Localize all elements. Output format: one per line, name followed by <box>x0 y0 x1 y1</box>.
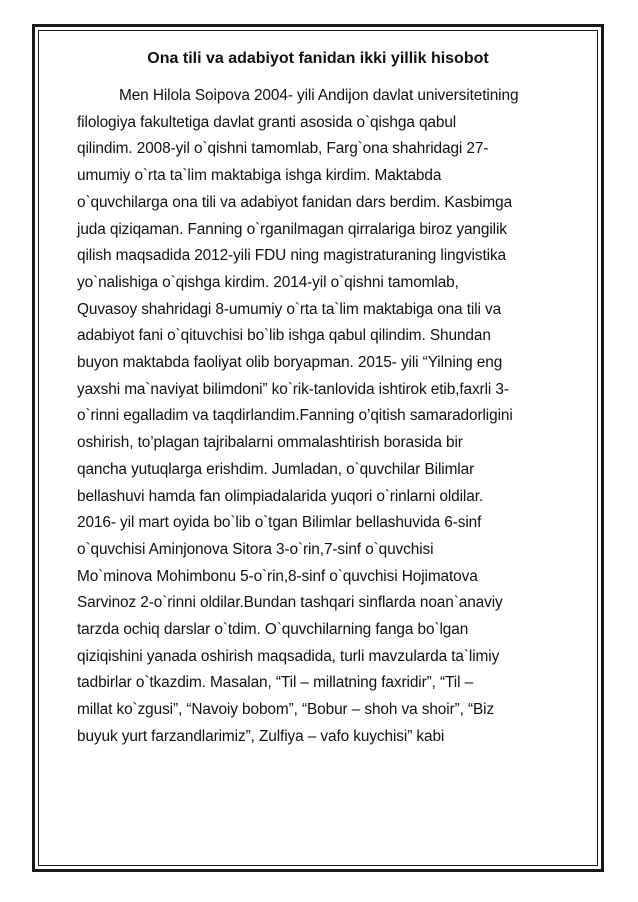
paragraph-line: buyon maktabda faoliyat olib boryapman. 2015- yili “Yilning eng <box>77 354 503 372</box>
paragraph-line: juda qiziqaman. Fanning o`rganilmagan qirralariga biroz yangilik <box>77 220 507 238</box>
paragraph-line: Sarvinoz 2-o`rinni oldilar.Bundan tashqari sinflarda noan`anaviy <box>77 594 503 612</box>
paragraph-line: bellashuvi hamda fan olimpiadalarida yuqori o`rinlarni oldilar. <box>77 487 484 505</box>
page-border-frame <box>32 24 604 872</box>
paragraph-line: oshirish, to’plagan tajribalarni ommalashtirish borasida bir <box>77 434 463 452</box>
paragraph-line: umumiy o`rta ta`lim maktabiga ishga kirdim. Maktabda <box>77 167 442 185</box>
paragraph-line: o`rinni egalladim va taqdirlandim.Fanning o’qitish samaradorligini <box>77 407 513 425</box>
paragraph-line: qilindim. 2008-yil o`qishni tamomlab, Farg`ona shahridagi 27- <box>77 140 489 158</box>
paragraph-line: yaxshi ma`naviyat bilimdoni” ko`rik-tanlovida ishtirok etib,faxrli 3- <box>77 380 509 398</box>
paragraph-line: qancha yutuqlarga erishdim. Jumladan, o`quvchilar Bilimlar <box>77 460 475 478</box>
paragraph-line: o`quvchilarga ona tili va adabiyot fanidan dars berdim. Kasbimga <box>77 193 513 211</box>
paragraph-line: Mo`minova Mohimbonu 5-o`rin,8-sinf o`quvchisi Hojimatova <box>77 567 478 585</box>
paragraph-line: tadbirlar o`tkazdim. Masalan, “Til – millatning faxridir”, “Til – <box>77 674 474 692</box>
paragraph-line: o`quvchisi Aminjonova Sitora 3-o`rin,7-sinf o`quvchisi <box>77 540 434 558</box>
body-paragraph <box>77 83 577 751</box>
paragraph-line: Quvasoy shahridagi 8-umumiy o`rta ta`lim maktabiga ona tili va <box>77 300 502 318</box>
paragraph-line: filologiya fakultetiga davlat granti asosida o`qishga qabul <box>77 113 457 131</box>
paragraph-line: tarzda ochiq darslar o`tdim. O`quvchilarning fanga bo`lgan <box>77 621 469 639</box>
paragraph-line: Men Hilola Soipova 2004- yili Andijon davlat universitetining <box>119 87 519 104</box>
document-title: Ona tili va adabiyot fanidan ikki yillik hisobot <box>147 50 489 67</box>
paragraph-line: yo`nalishiga o`qishga kirdim. 2014-yil o`qishni tamomlab, <box>77 273 459 291</box>
paragraph-line: qilish maqsadida 2012-yili FDU ning magistraturaning lingvistika <box>77 247 507 265</box>
paragraph-line: 2016- yil mart oyida bo`lib o`tgan Bilimlar bellashuvida 6-sinf <box>77 514 482 532</box>
paragraph-line: buyuk yurt farzandlarimiz”, Zulfiya – vafo kuychisi” kabi <box>77 727 445 745</box>
paragraph-line: qiziqishini yanada oshirish maqsadida, turli mavzularda ta`limiy <box>77 647 500 665</box>
paragraph-line: adabiyot fani o`qituvchisi bo`lib ishga qabul qilindim. Shundan <box>77 327 491 345</box>
paragraph-line: millat ko`zgusi”, “Navoiy bobom”, “Bobur – shoh va shoir”, “Biz <box>77 701 495 719</box>
